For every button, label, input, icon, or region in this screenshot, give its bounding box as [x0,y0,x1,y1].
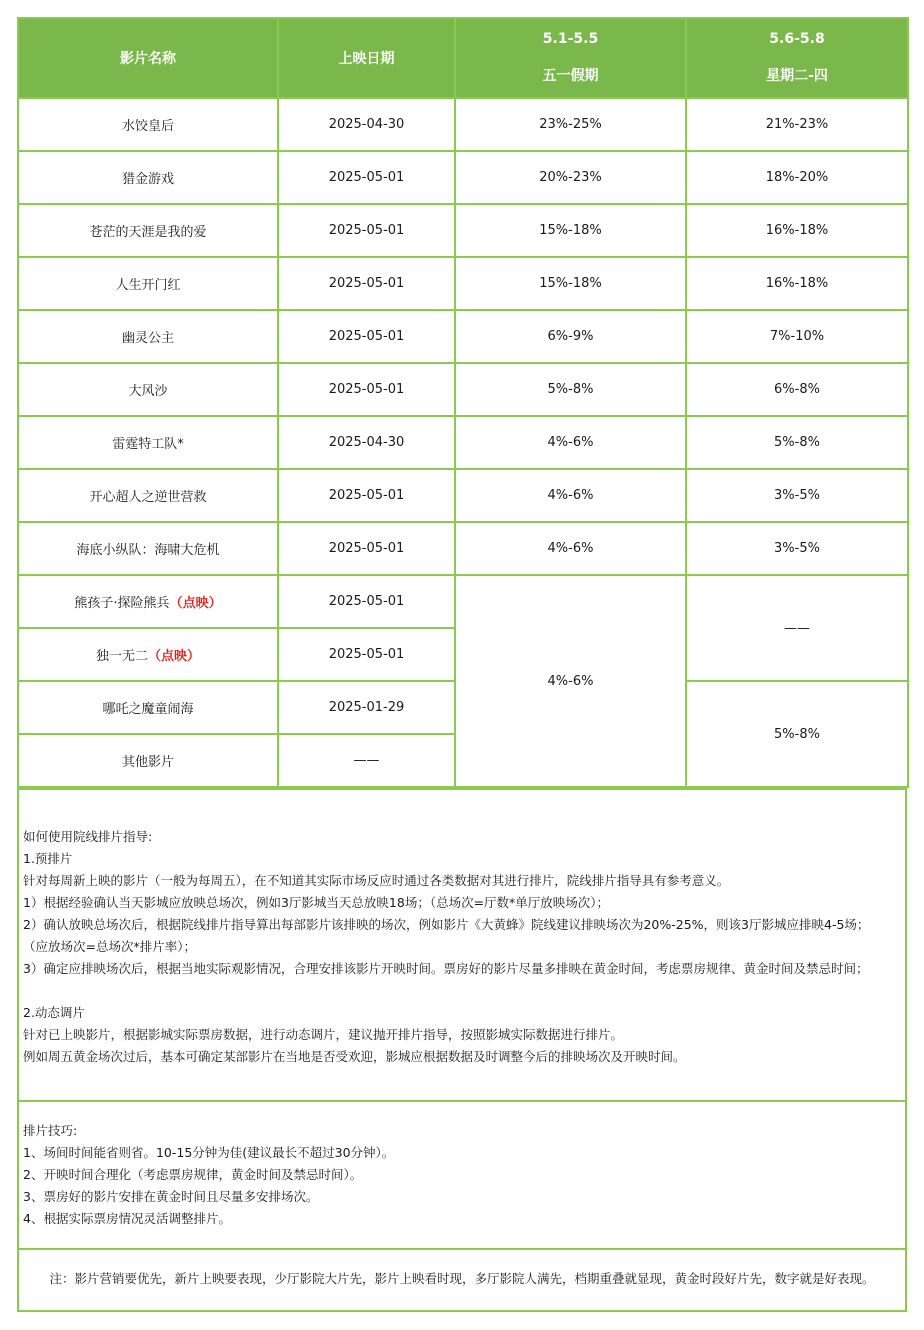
release-date: —— [278,734,455,787]
film-name: 其他影片 [18,734,278,787]
header-film-name: 影片名称 [18,18,278,98]
note-line: 针对已上映影片，根据影城实际票房数据，进行动态调片，建议抛开排片指导，按照影城实际数据进行排片。 [23,1027,624,1042]
note-line: 1、场间时间能省则省。10-15分钟为佳(建议最长不超过30分钟）。 [23,1145,395,1160]
rate-holiday: 23%-25% [455,98,686,151]
scheduling-tips [19,1100,905,1248]
film-name: 熊孩子·探险熊兵（点映） [18,575,278,628]
note-line: 3）确定应排映场次后，根据当地实际观影情况，合理安排该影片开映时间。票房好的影片尽量多排映在黄金时间，考虑票房规律、黄金时间及禁忌时间； [23,961,869,976]
note-line: 针对每周新上映的影片（一般为每周五），在不知道其实际市场反应时通过各类数据对其进行排片，院线排片指导具有参考意义。 [23,873,730,888]
release-date: 2025-05-01 [278,363,455,416]
schedule-table [17,17,909,788]
rate-weekdays: 3%-5% [686,469,908,522]
film-name: 雷霆特工队* [18,416,278,469]
note-line [23,980,901,1002]
table-row [18,363,908,416]
film-name: 水饺皇后 [18,98,278,151]
preview-tag: （点映） [148,649,201,664]
rate-weekdays: 16%-18% [686,204,908,257]
note-line: 1.预排片 [23,851,73,866]
release-date: 2025-05-01 [278,151,455,204]
film-name: 海底小纵队：海啸大危机 [18,522,278,575]
rate-holiday-group: 4%-6% [455,575,686,787]
table-row [18,257,908,310]
release-date: 2025-05-01 [278,310,455,363]
table-row [18,522,908,575]
footer-note: 注：影片营销要优先，新片上映要表现，少厅影院大片先，影片上映看时现，多厅影院人满先，档期重叠就显现，黄金时段好片先，数字就是好表现。 [19,1248,905,1310]
preview-tag: （点映） [169,596,222,611]
usage-instructions [19,788,905,1100]
note-line: 如何使用院线排片指导: [23,829,153,844]
film-name: 猎金游戏 [18,151,278,204]
rate-weekdays-bottom: 5%-8% [686,681,908,787]
header-may-holiday-label: 五一假期 [542,68,599,84]
rate-holiday: 15%-18% [455,204,686,257]
rate-holiday: 6%-9% [455,310,686,363]
note-line: 2、开映时间合理化（考虑票房规律，黄金时间及禁忌时间）。 [23,1167,363,1182]
rate-weekdays-top: —— [686,575,908,681]
note-line: 例如周五黄金场次过后，基本可确定某部影片在当地是否受欢迎，影城应根据数据及时调整今后的排映场次及开映时间。 [23,1049,686,1064]
header-weekdays [686,18,908,98]
rate-holiday: 20%-23% [455,151,686,204]
note-line: 2.动态调片 [23,1005,85,1020]
notes-section [17,788,907,1312]
table-row [18,416,908,469]
table-row [18,204,908,257]
rate-holiday: 4%-6% [455,522,686,575]
header-release-date: 上映日期 [278,18,455,98]
release-date: 2025-05-01 [278,522,455,575]
table-header [18,18,908,98]
release-date: 2025-05-01 [278,257,455,310]
table-row [18,575,908,628]
table-row [18,98,908,151]
release-date: 2025-04-30 [278,416,455,469]
release-date: 2025-01-29 [278,681,455,734]
rate-holiday: 4%-6% [455,416,686,469]
film-name: 哪吒之魔童闹海 [18,681,278,734]
schedule-guide [17,17,907,1312]
table-row [18,469,908,522]
note-line: 排片技巧: [23,1123,78,1138]
film-name: 独一无二（点映） [18,628,278,681]
note-line: 2）确认放映总场次后，根据院线排片指导算出每部影片该排映的场次，例如影片《大黄蜂》院线建议排映场次为20%-25%，则该3厅影城应排映4-5场； [23,917,870,932]
note-line: 1）根据经验确认当天影城应放映总场次，例如3厅影城当天总放映18场；（总场次=厅数*单厅放映场次）； [23,895,610,910]
rate-weekdays: 6%-8% [686,363,908,416]
note-line: 4、根据实际票房情况灵活调整排片。 [23,1211,231,1226]
rate-holiday: 4%-6% [455,469,686,522]
rate-weekdays: 7%-10% [686,310,908,363]
release-date: 2025-05-01 [278,575,455,628]
film-name: 人生开门红 [18,257,278,310]
table-row [18,151,908,204]
header-may-holiday-range: 5.1-5.5 [542,31,599,47]
film-name: 开心超人之逆世营救 [18,469,278,522]
release-date: 2025-05-01 [278,204,455,257]
rate-weekdays: 3%-5% [686,522,908,575]
rate-holiday: 15%-18% [455,257,686,310]
rate-weekdays: 21%-23% [686,98,908,151]
note-line: （应放场次=总场次*排片率）； [23,939,196,954]
header-weekdays-label: 星期二-四 [766,68,828,84]
header-weekdays-range: 5.6-5.8 [769,31,825,47]
rate-weekdays: 5%-8% [686,416,908,469]
film-name: 幽灵公主 [18,310,278,363]
film-name: 大风沙 [18,363,278,416]
table-row [18,310,908,363]
release-date: 2025-05-01 [278,469,455,522]
rate-holiday: 5%-8% [455,363,686,416]
release-date: 2025-05-01 [278,628,455,681]
film-name: 苍茫的天涯是我的爱 [18,204,278,257]
rate-weekdays: 18%-20% [686,151,908,204]
rate-weekdays: 16%-18% [686,257,908,310]
header-may-holiday [455,18,686,98]
release-date: 2025-04-30 [278,98,455,151]
note-line: 3、票房好的影片安排在黄金时间且尽量多安排场次。 [23,1189,319,1204]
